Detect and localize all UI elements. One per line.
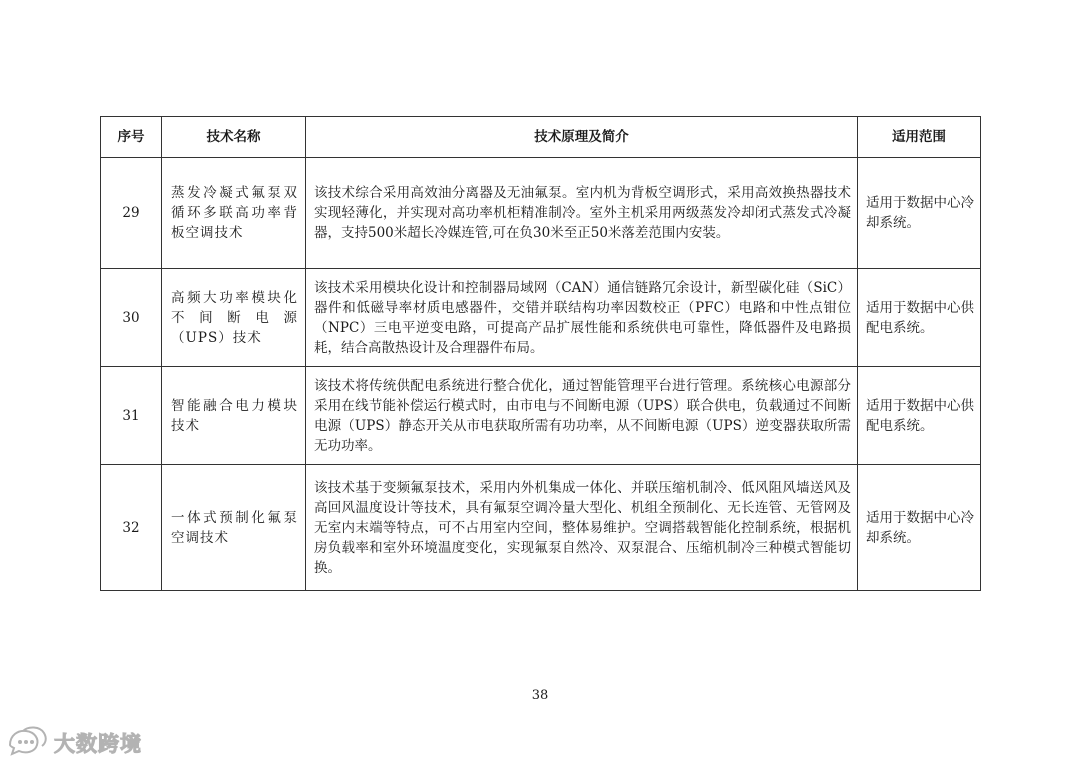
table-row — [101, 269, 981, 367]
header-desc: 技术原理及简介 — [306, 117, 858, 158]
watermark-text: 大数跨境 — [54, 732, 142, 756]
tech-scope: 适用于数据中心冷却系统。 — [858, 158, 981, 269]
table-row — [101, 158, 981, 269]
header-name: 技术名称 — [162, 117, 306, 158]
row-number: 29 — [101, 158, 162, 269]
row-number: 31 — [101, 367, 162, 465]
tech-scope: 适用于数据中心冷却系统。 — [858, 465, 981, 591]
table-row — [101, 367, 981, 465]
table-row — [101, 465, 981, 591]
tech-description: 该技术采用模块化设计和控制器局域网（CAN）通信链路冗余设计，新型碳化硅（SiC）器件和低磁导率材质电感器件，交错并联结构功率因数校正（PFC）电路和中性点钳位（NPC）三电平逆变电路，可提高产品扩展性能和系统供电可靠性，降低器件及电路损耗，结合高散热设计及合理器件布局。 — [306, 269, 858, 367]
tech-name: 高频大功率模块化不间断电源（UPS）技术 — [162, 269, 306, 367]
tech-scope: 适用于数据中心供配电系统。 — [858, 269, 981, 367]
chat-bubble-logo-icon — [6, 725, 50, 761]
tech-name: 一体式预制化氟泵空调技术 — [162, 465, 306, 591]
watermark — [6, 726, 142, 760]
tech-name: 蒸发冷凝式氟泵双循环多联高功率背板空调技术 — [162, 158, 306, 269]
tech-name: 智能融合电力模块技术 — [162, 367, 306, 465]
tech-description: 该技术基于变频氟泵技术，采用内外机集成一体化、并联压缩机制冷、低风阻风墙送风及高回风温度设计等技术，具有氟泵空调冷量大型化、机组全预制化、无长连管、无管网及无室内末端等特点，可不占用室内空间，整体易维护。空调搭载智能化控制系统，根据机房负载率和室外环境温度变化，实现氟泵自然冷、双泵混合、压缩机制冷三种模式智能切换。 — [306, 465, 858, 591]
row-number: 30 — [101, 269, 162, 367]
tech-scope: 适用于数据中心供配电系统。 — [858, 367, 981, 465]
header-scope: 适用范围 — [858, 117, 981, 158]
header-no: 序号 — [101, 117, 162, 158]
tech-description: 该技术综合采用高效油分离器及无油氟泵。室内机为背板空调形式，采用高效换热器技术实现轻薄化，并实现对高功率机柜精准制冷。室外主机采用两级蒸发冷却闭式蒸发式冷凝器，支持500米超长冷媒连管,可在负30米至正50米落差范围内安装。 — [306, 158, 858, 269]
technology-table — [100, 116, 981, 591]
table-header-row — [101, 117, 981, 158]
row-number: 32 — [101, 465, 162, 591]
page-number: 38 — [531, 688, 549, 703]
tech-description: 该技术将传统供配电系统进行整合优化，通过智能管理平台进行管理。系统核心电源部分采用在线节能补偿运行模式时，由市电与不间断电源（UPS）联合供电，负载通过不间断电源（UPS）静态开关从市电获取所需有功功率，从不间断电源（UPS）逆变器获取所需无功功率。 — [306, 367, 858, 465]
